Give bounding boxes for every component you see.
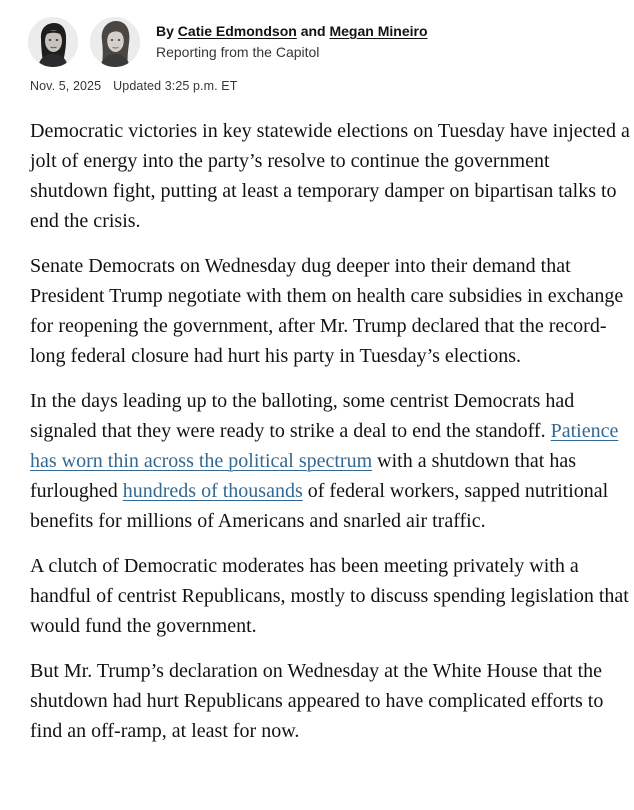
reporting-location: Reporting from the Capitol (156, 44, 320, 60)
byline-text (156, 22, 428, 62)
author-link-edmondson[interactable]: Catie Edmondson (177, 23, 297, 39)
paragraph-4: A clutch of Democratic moderates has been meeting privately with a handful of centrist Republicans, mostly to discuss spending legislation that would fund the government. (30, 555, 629, 637)
byline-conjunction: and (300, 23, 326, 39)
paragraph-3-text-c: of federal workers, sapped nutritional benefits for millions of Americans and snarled air traffic. (30, 480, 609, 532)
byline (28, 14, 428, 70)
byline-authors (156, 22, 428, 40)
updated-time: Updated 3:25 p.m. ET (113, 79, 238, 93)
article-body (30, 116, 630, 761)
paragraph-5: But Mr. Trump’s declaration on Wednesday at the White House that the shutdown had hurt Republicans appeared to have complicated efforts to find an off-ramp, at least for now. (30, 660, 604, 742)
author-avatars (28, 17, 152, 67)
paragraph-1: Democratic victories in key statewide elections on Tuesday have injected a jolt of energy into the party’s resolve to continue the government shutdown fight, putting at least a temporary damper on bipartisan talks to end the crisis. (30, 120, 630, 232)
author-avatar-mineiro[interactable] (90, 17, 140, 67)
publish-date: Nov. 5, 2025 (30, 79, 102, 93)
paragraph-2: Senate Democrats on Wednesday dug deeper into their demand that President Trump negotiate with them on health care subsidies in exchange for reopening the government, after Mr. Trump declared that the record-long federal closure had hurt his party in Tuesday’s elections. (30, 255, 624, 367)
byline-prefix: By (156, 23, 174, 39)
dateline (30, 79, 237, 93)
author-link-mineiro[interactable]: Megan Mineiro (329, 23, 428, 39)
paragraph-3 (30, 386, 630, 536)
author-avatar-edmondson[interactable] (28, 17, 78, 67)
paragraph-3-text-b: with a shutdown that has furloughed (30, 450, 577, 502)
paragraph-3-text-a: In the days leading up to the balloting, some centrist Democrats had signaled that they were ready to strike a deal to end the standoff. (30, 390, 575, 442)
link-patience-worn-thin[interactable]: Patience has worn thin across the political spectrum (30, 420, 619, 472)
link-hundreds-of-thousands[interactable]: hundreds of thousands (122, 480, 303, 502)
